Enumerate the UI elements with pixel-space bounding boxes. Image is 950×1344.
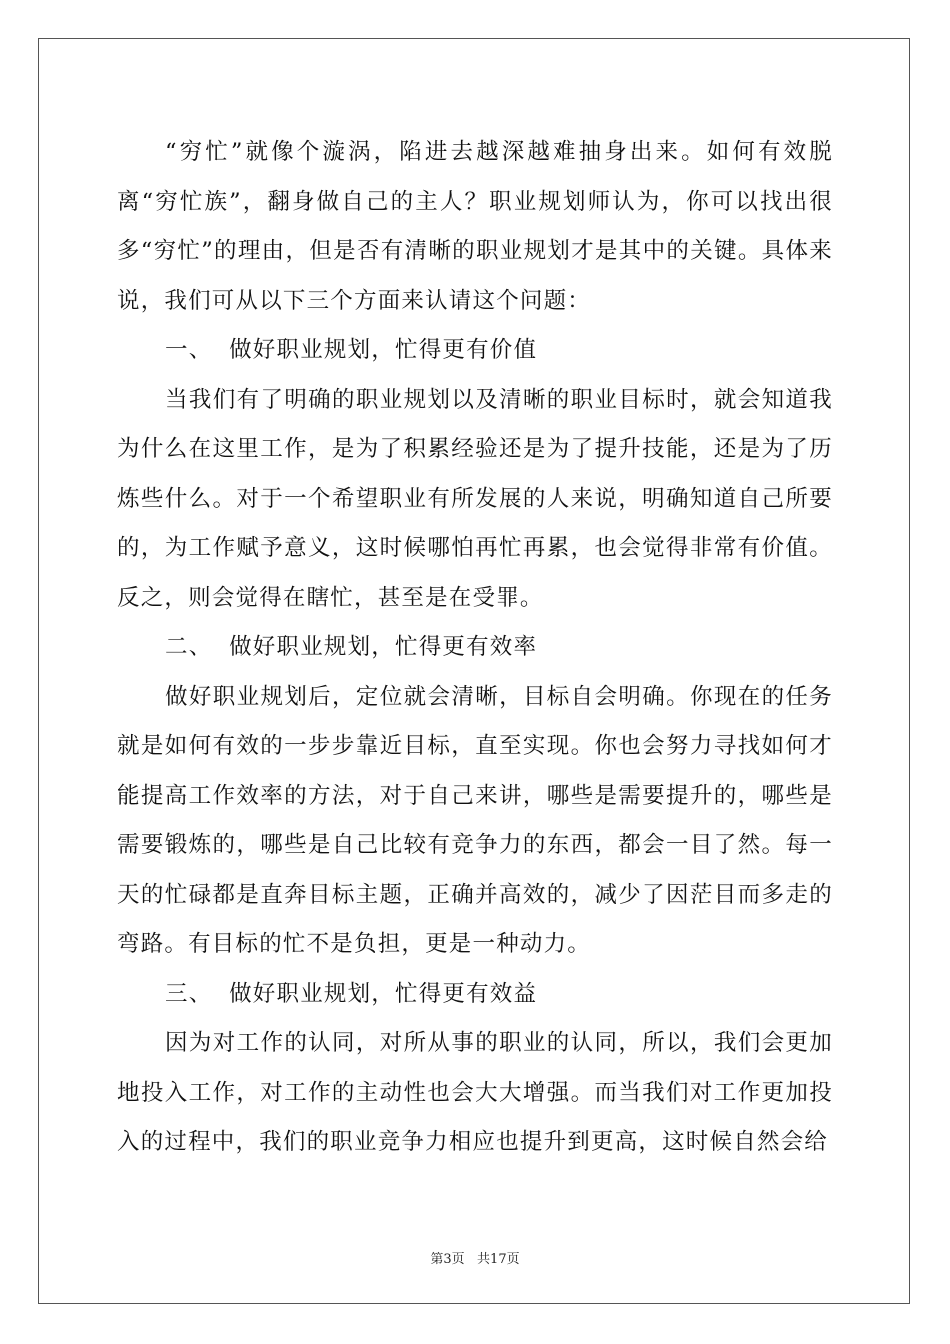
paragraph-intro: “穷忙”就像个漩涡，陷进去越深越难抽身出来。如何有效脱离“穷忙族”，翻身做自己的主人？职业规划师认为，你可以找出很多“穷忙”的理由，但是否有清晰的职业规划才是其中的关键。具体来说，我们可从以下三个方面来认请这个问题： — [117, 139, 833, 314]
section-heading-1: 一、 做好职业规划，忙得更有价值 — [165, 337, 538, 363]
document-body — [117, 128, 833, 1168]
paragraph-section-2: 做好职业规划后，定位就会清晰，目标自会明确。你现在的任务就是如何有效的一步步靠近目标，直至实现。你也会努力寻找如何才能提高工作效率的方法，对于自己来讲，哪些是需要提升的，哪些是需要锻炼的，哪些是自己比较有竞争力的东西，都会一目了然。每一天的忙碌都是直奔目标主题，正确并高效的，减少了因茫目而多走的弯路。有目标的忙不是负担，更是一种动力。 — [117, 683, 833, 957]
paragraph-section-1: 当我们有了明确的职业规划以及清晰的职业目标时，就会知道我为什么在这里工作，是为了积累经验还是为了提升技能，还是为了历炼些什么。对于一个希望职业有所发展的人来说，明确知道自己所要的，为工作赋予意义，这时候哪怕再忙再累，也会觉得非常有价值。反之，则会觉得在瞎忙，甚至是在受罪。 — [117, 386, 833, 611]
section-heading-2: 二、 做好职业规划，忙得更有效率 — [165, 634, 538, 660]
paragraph-section-3: 因为对工作的认同，对所从事的职业的认同，所以，我们会更加地投入工作，对工作的主动性也会大大增强。而当我们对工作更加投入的过程中，我们的职业竞争力相应也提升到更高，这时候自然会给 — [117, 1030, 833, 1155]
section-heading-3: 三、 做好职业规划，忙得更有效益 — [165, 980, 538, 1007]
page-number-footer: 第3页 共17页 — [430, 1252, 520, 1267]
